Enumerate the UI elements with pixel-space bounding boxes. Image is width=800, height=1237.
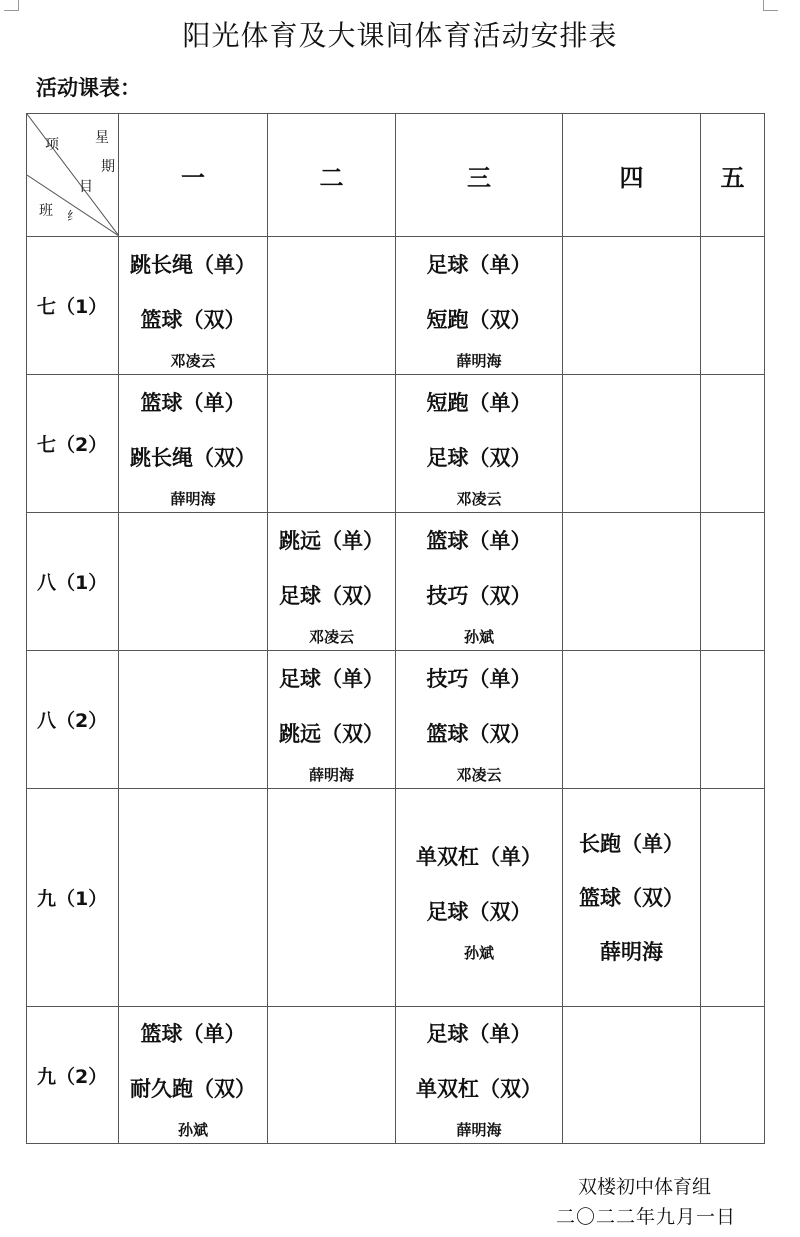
teacher-name: 邓凌云: [308, 627, 354, 646]
teacher-name: 邓凌云: [456, 765, 502, 784]
activity: 单双杠（双）: [416, 1077, 542, 1101]
activity: 足球（单）: [426, 252, 532, 277]
corner-label-item: 目: [79, 179, 93, 195]
header-row: [27, 114, 765, 237]
diagonal-header-cell: [27, 114, 119, 237]
schedule-subtitle: 活动课表：: [36, 76, 141, 100]
corner-label-project: 项: [45, 137, 59, 153]
schedule-cell-empty: [563, 651, 701, 789]
teacher-name: 孙斌: [463, 943, 494, 962]
activity: 篮球（双）: [140, 307, 246, 332]
class-row: [27, 1007, 765, 1144]
schedule-cell-empty: [701, 651, 765, 789]
schedule-cell-empty: [701, 237, 765, 375]
class-row: [27, 651, 765, 789]
class-row: [27, 237, 765, 375]
day-header-thu: 四: [563, 114, 701, 237]
activity: 足球（双）: [279, 583, 384, 608]
activity: 长跑（单）: [579, 831, 684, 856]
schedule-cell-empty: [563, 375, 701, 513]
schedule-cell-empty: [563, 1007, 701, 1144]
class-label: 八（2）: [27, 651, 119, 789]
class-row: [27, 789, 765, 1007]
class-label: 九（1）: [27, 789, 119, 1007]
day-header-mon: 一: [119, 114, 268, 237]
schedule-cell: [396, 1007, 563, 1144]
activity: 跳长绳（单）: [130, 252, 256, 277]
teacher-name: 孙斌: [463, 627, 494, 646]
activity: 足球（双）: [426, 445, 532, 470]
activity: 篮球（单）: [140, 1022, 246, 1046]
corner-label-class-1: 班: [39, 203, 53, 219]
crop-mark-top-right: [763, 0, 778, 11]
schedule-cell-empty: [701, 1007, 765, 1144]
activity: 耐久跑（双）: [130, 1077, 256, 1101]
activity: 足球（双）: [426, 899, 532, 924]
schedule-cell: [119, 237, 268, 375]
schedule-cell-empty: [268, 1007, 396, 1144]
class-row: [27, 375, 765, 513]
schedule-cell: [396, 375, 563, 513]
class-label: 八（1）: [27, 513, 119, 651]
schedule-table: [26, 113, 765, 1144]
activity: 足球（单）: [426, 1022, 532, 1046]
schedule-cell-empty: [268, 375, 396, 513]
class-row: [27, 513, 765, 651]
activity: 跳长绳（双）: [130, 445, 256, 470]
schedule-cell-empty: [701, 375, 765, 513]
class-label: 七（2）: [27, 375, 119, 513]
schedule-cell-empty: [701, 513, 765, 651]
corner-label-weekday-1: 星: [95, 130, 109, 146]
activity: 短跑（单）: [426, 390, 532, 415]
schedule-cell-empty: [268, 789, 396, 1007]
corner-label-class-2: 纟: [67, 209, 80, 223]
schedule-cell: [119, 1007, 268, 1144]
corner-label-weekday-2: 期: [101, 159, 115, 175]
teacher-name: 薛明海: [308, 765, 354, 784]
activity: 篮球（双）: [579, 885, 684, 910]
class-label: 七（1）: [27, 237, 119, 375]
schedule-cell-empty: [268, 237, 396, 375]
teacher-name: 薛明海: [600, 939, 663, 964]
activity: 短跑（双）: [426, 307, 532, 332]
activity: 篮球（单）: [426, 528, 532, 553]
activity: 跳远（单）: [279, 528, 384, 553]
teacher-name: 邓凌云: [456, 489, 502, 508]
schedule-cell: [119, 375, 268, 513]
schedule-cell: [268, 651, 396, 789]
teacher-name: 孙斌: [177, 1121, 208, 1139]
schedule-cell-empty: [119, 651, 268, 789]
schedule-cell-empty: [119, 789, 268, 1007]
activity: 技巧（单）: [426, 666, 532, 691]
activity: 跳远（双）: [279, 721, 384, 746]
day-header-wed: 三: [396, 114, 563, 237]
teacher-name: 薛明海: [170, 489, 216, 508]
schedule-cell-empty: [563, 237, 701, 375]
footer-date: 二〇二二年九月一日: [556, 1206, 737, 1228]
schedule-cell-empty: [119, 513, 268, 651]
schedule-cell: [268, 513, 396, 651]
activity: 篮球（单）: [140, 390, 246, 415]
activity: 技巧（双）: [426, 583, 532, 608]
teacher-name: 薛明海: [456, 351, 502, 370]
activity: 足球（单）: [279, 666, 384, 691]
schedule-cell: [396, 237, 563, 375]
crop-mark-top-left: [4, 0, 19, 11]
schedule-cell: [563, 789, 701, 1007]
schedule-cell: [396, 651, 563, 789]
teacher-name: 薛明海: [456, 1121, 502, 1139]
class-label: 九（2）: [27, 1007, 119, 1144]
teacher-name: 邓凌云: [170, 351, 216, 370]
schedule-cell-empty: [701, 789, 765, 1007]
page-title: 阳光体育及大课间体育活动安排表: [182, 19, 618, 52]
activity: 单双杠（单）: [416, 844, 542, 869]
day-header-tue: 二: [268, 114, 396, 237]
schedule-cell: [396, 513, 563, 651]
schedule-cell: [396, 789, 563, 1007]
activity: 篮球（双）: [426, 721, 532, 746]
schedule-cell-empty: [563, 513, 701, 651]
day-header-fri: 五: [701, 114, 765, 237]
footer-organization: 双楼初中体育组: [578, 1176, 712, 1198]
